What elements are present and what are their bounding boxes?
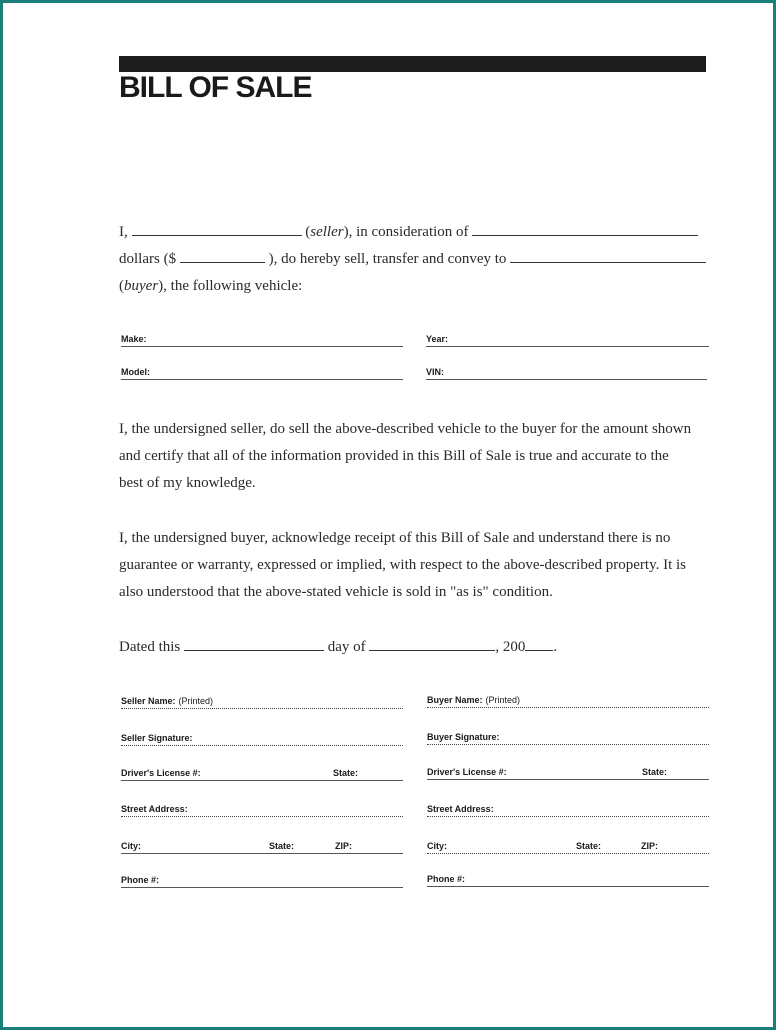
year-blank[interactable]: [525, 638, 553, 651]
intro-text: ), in consideration of: [343, 224, 469, 240]
title-bar: [119, 56, 706, 72]
intro-text: I,: [119, 224, 128, 240]
buyer-license-field[interactable]: [427, 766, 709, 780]
buyer-statement: [119, 525, 719, 606]
year-label: Year:: [426, 334, 449, 344]
seller-name-field[interactable]: [121, 695, 403, 709]
intro-text: dollars ($: [119, 251, 177, 267]
seller-phone-label: Phone #:: [121, 875, 160, 885]
vin-field[interactable]: [426, 366, 707, 380]
seller-blank[interactable]: [132, 223, 302, 236]
seller-license-field[interactable]: [121, 767, 403, 781]
document-title: BILL OF SALE: [119, 71, 312, 104]
intro-text: ), do hereby sell, transfer and convey to: [268, 251, 507, 267]
model-label: Model:: [121, 367, 150, 377]
seller-city-state-label: State:: [269, 841, 295, 851]
dated-line: [119, 634, 719, 661]
printed-note: (Printed): [485, 695, 521, 705]
dated-text: .: [553, 639, 558, 655]
buyer-name-field[interactable]: [427, 694, 709, 708]
buyer-city-label: City:: [427, 841, 447, 851]
model-field[interactable]: [121, 366, 403, 380]
statement-line: I, the undersigned seller, do sell the above-described vehicle to the buyer for the amount shown: [119, 421, 692, 437]
statement-line: also understood that the above-stated vehicle is sold in "as is" condition.: [119, 584, 553, 600]
statement-line: best of my knowledge.: [119, 475, 256, 491]
buyer-name-label: Buyer Name:: [427, 695, 483, 705]
intro-text: ), the following vehicle:: [158, 278, 303, 294]
seller-statement: [119, 416, 719, 497]
buyer-signature-label: Buyer Signature:: [427, 732, 500, 742]
seller-street-label: Street Address:: [121, 804, 188, 814]
seller-city-label: City:: [121, 841, 141, 851]
buyer-license-label: Driver's License #:: [427, 767, 507, 777]
buyer-street-field[interactable]: [427, 803, 709, 817]
seller-phone-field[interactable]: [121, 874, 403, 888]
year-field[interactable]: [426, 333, 709, 347]
seller-signature-label: Seller Signature:: [121, 733, 193, 743]
consideration-blank[interactable]: [472, 223, 698, 236]
month-blank[interactable]: [369, 638, 495, 651]
seller-label: seller: [310, 224, 344, 240]
seller-city-field[interactable]: [121, 840, 403, 854]
buyer-city-field[interactable]: [427, 840, 709, 854]
buyer-blank[interactable]: [510, 250, 706, 263]
day-blank[interactable]: [184, 638, 324, 651]
make-label: Make:: [121, 334, 147, 344]
dated-text: day of: [327, 639, 366, 655]
vin-label: VIN:: [426, 367, 444, 377]
amount-blank[interactable]: [180, 250, 265, 263]
buyer-signature-field[interactable]: [427, 731, 709, 745]
seller-license-label: Driver's License #:: [121, 768, 201, 778]
intro-paragraph: I, (seller), in consideration of dollars ($ ), do hereby sell, transfer and convey to (buyer), the following vehicle:: [119, 219, 719, 300]
statement-line: and certify that all of the information provided in this Bill of Sale is true and accurate to the: [119, 448, 669, 464]
seller-state-label: State:: [333, 768, 359, 778]
seller-name-label: Seller Name:: [121, 696, 176, 706]
buyer-phone-field[interactable]: [427, 873, 709, 887]
statement-line: I, the undersigned buyer, acknowledge receipt of this Bill of Sale and understand there is no: [119, 530, 671, 546]
buyer-city-state-label: State:: [576, 841, 602, 851]
seller-signature-field[interactable]: [121, 732, 403, 746]
buyer-zip-label: ZIP:: [641, 841, 658, 851]
buyer-street-label: Street Address:: [427, 804, 494, 814]
buyer-label: buyer: [124, 278, 159, 294]
buyer-phone-label: Phone #:: [427, 874, 466, 884]
statement-line: guarantee or warranty, expressed or implied, with respect to the above-described property. It is: [119, 557, 687, 573]
seller-zip-label: ZIP:: [335, 841, 352, 851]
dated-text: Dated this: [119, 639, 181, 655]
buyer-state-label: State:: [642, 767, 668, 777]
make-field[interactable]: [121, 333, 403, 347]
printed-note: (Printed): [178, 696, 214, 706]
dated-text: , 200: [495, 639, 526, 655]
seller-street-field[interactable]: [121, 803, 403, 817]
